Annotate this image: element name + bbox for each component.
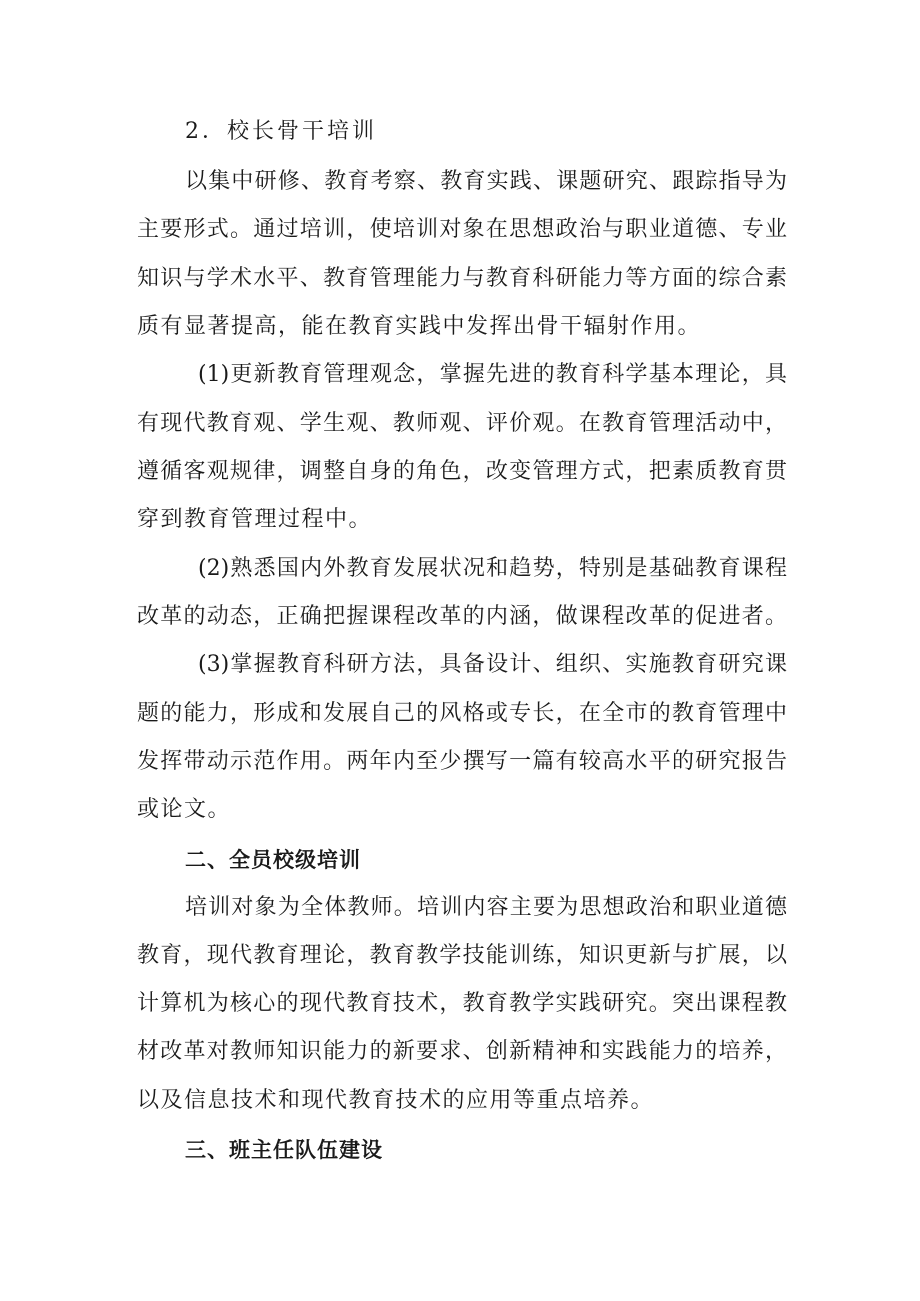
list-item-line: 穿到教育管理过程中。 xyxy=(137,507,373,532)
list-item-line: (3)掌握教育科研方法，具备设计、组织、实施教育研究课 xyxy=(198,652,787,677)
list-item-line: (1)更新教育管理观念，掌握先进的教育科学基本理论，具 xyxy=(198,362,787,387)
list-item-line: 或论文。 xyxy=(137,797,232,822)
section-heading: 二、全员校级培训 xyxy=(185,848,361,872)
section-heading: 三、班主任队伍建设 xyxy=(185,1138,383,1162)
paragraph-line: 材改革对教师知识能力的新要求、创新精神和实践能力的培养， xyxy=(137,1039,787,1064)
list-item-line: 遵循客观规律，调整自身的角色，改变管理方式，把素质教育贯 xyxy=(137,459,787,484)
subsection-heading: 2．校长骨干培训 xyxy=(185,119,377,144)
paragraph-line: 知识与学术水平、教育管理能力与教育科研能力等方面的综合素 xyxy=(137,266,787,291)
list-item-line: (2)熟悉国内外教育发展状况和趋势，特别是基础教育课程 xyxy=(198,556,787,581)
list-item-line: 有现代教育观、学生观、教师观、评价观。在教育管理活动中， xyxy=(137,411,787,436)
list-item-line: 题的能力，形成和发展自己的风格或专长，在全市的教育管理中 xyxy=(137,701,787,726)
paragraph-line: 主要形式。通过培训，使培训对象在思想政治与职业道德、专业 xyxy=(137,217,787,242)
paragraph-line: 教育，现代教育理论，教育教学技能训练，知识更新与扩展，以 xyxy=(137,943,787,968)
paragraph-line: 培训对象为全体教师。培训内容主要为思想政治和职业道德 xyxy=(185,895,787,920)
paragraph-line: 计算机为核心的现代教育技术，教育教学实践研究。突出课程教 xyxy=(137,991,787,1016)
paragraph-line: 以及信息技术和现代教育技术的应用等重点培养。 xyxy=(137,1088,655,1113)
paragraph-line: 以集中研修、教育考察、教育实践、课题研究、跟踪指导为 xyxy=(185,169,787,194)
paragraph-line: 质有显著提高，能在教育实践中发挥出骨干辐射作用。 xyxy=(137,314,702,339)
list-item-line: 发挥带动示范作用。两年内至少撰写一篇有较高水平的研究报告 xyxy=(137,749,787,774)
list-item-line: 改革的动态，正确把握课程改革的内涵，做课程改革的促进者。 xyxy=(137,604,787,629)
